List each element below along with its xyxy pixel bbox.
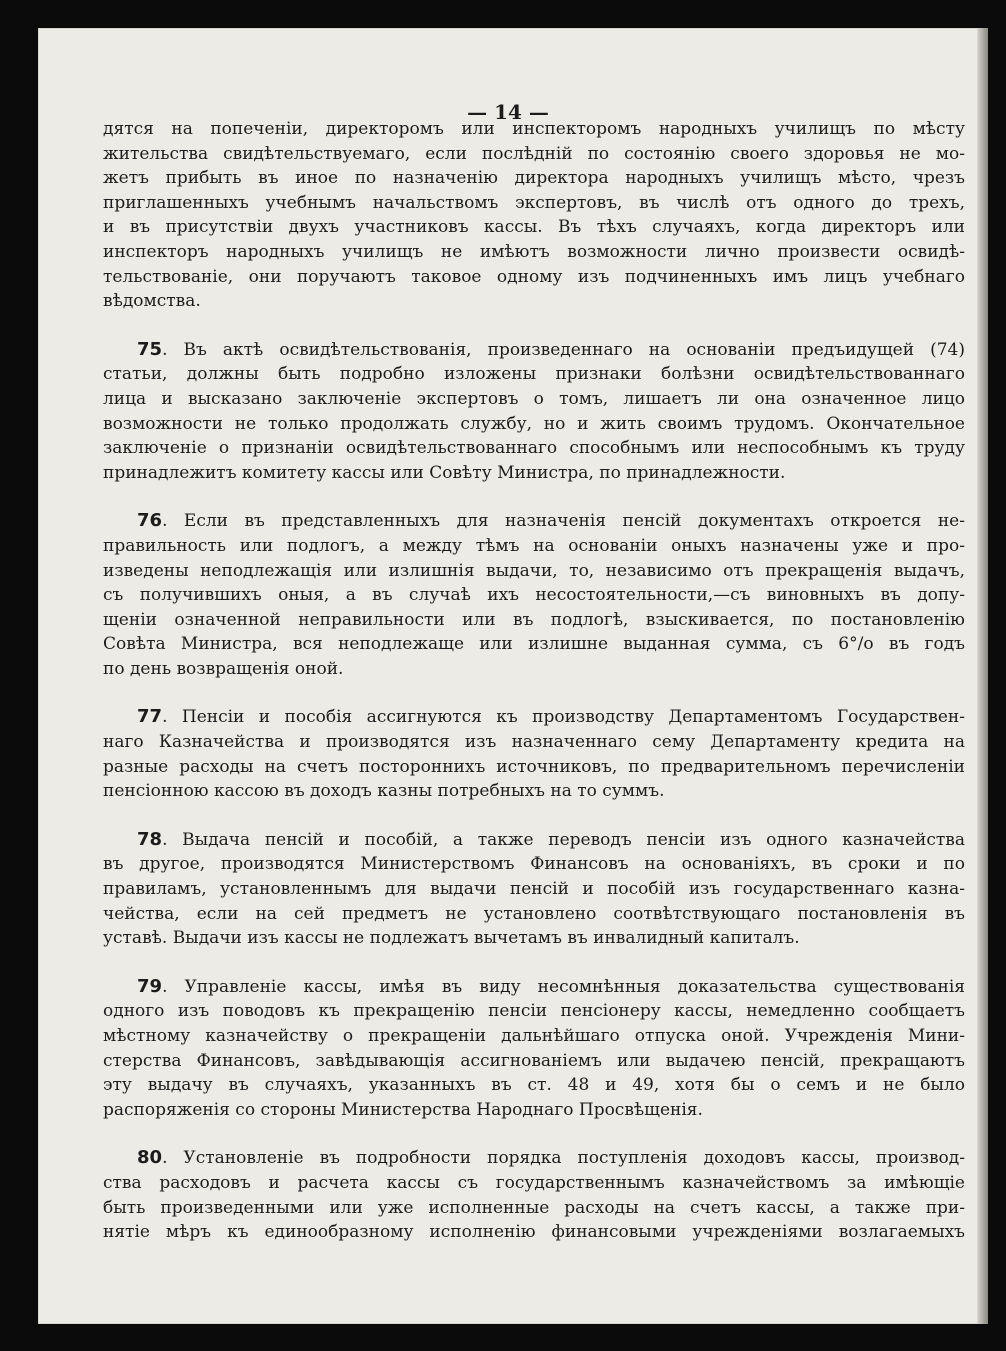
text-fragment: . Пенсіи и пособія ассигнуются къ производству Департаментомъ Государствен- xyxy=(162,707,965,728)
article-79 xyxy=(103,975,965,1123)
text-line: быть произведенными или уже исполненные расходы на счетъ кассы, а также при- xyxy=(103,1197,965,1218)
text-line: и въ присутствіи двухъ участниковъ кассы. Въ тѣхъ случаяхъ, когда директоръ или xyxy=(103,217,965,238)
text-line: мѣстному казначейству о прекращеніи дальнѣйшаго отпуска оной. Учрежденія Мини- xyxy=(103,1026,965,1046)
text-fragment: . Въ актѣ освидѣтельствованія, произведеннаго на основаніи предъидущей (74) xyxy=(162,339,965,360)
text-line: приглашенныхъ учебнымъ начальствомъ экспертовъ, въ числѣ отъ одного до трехъ, xyxy=(103,192,965,213)
article-75 xyxy=(103,338,965,486)
text-line: разные расходы на счетъ постороннихъ источниковъ, по предварительномъ перечисленіи xyxy=(103,756,965,777)
text-line xyxy=(103,828,965,853)
text-line: Совѣта Министра, вся неподлежаще или излишне выданная сумма, съ 6°/о въ годъ xyxy=(103,634,965,655)
text-line: чейства, если на сей предметъ не установлено соотвѣтствующаго постановленія въ xyxy=(103,903,965,924)
text-line: инспекторъ народныхъ училищъ не имѣютъ возможности лично произвести освидѣ- xyxy=(103,241,965,262)
text-line: вѣдомства. xyxy=(103,291,201,312)
text-fragment: . Если въ представленныхъ для назначенія пенсій документахъ откроется не- xyxy=(162,511,965,532)
text-line: дятся на попеченіи, директоромъ или инспекторомъ народныхъ училищъ по мѣсту xyxy=(103,119,965,139)
text-line: статьи, должны быть подробно изложены признаки болѣзни освидѣтельствованнаго xyxy=(103,364,965,385)
text-line xyxy=(103,705,965,730)
text-fragment: . Выдача пенсій и пособій, а также переводъ пенсіи изъ одного казначейства xyxy=(162,829,965,850)
text-line: эту выдачу въ случаяхъ, указанныхъ въ ст. 48 и 49, хотя бы о семъ и не было xyxy=(103,1075,965,1096)
article-number: 76 xyxy=(137,510,163,532)
text-line: жительства свидѣтельствуемаго, если послѣдній по состоянію своего здоровья не мо- xyxy=(103,143,965,164)
text-line: заключеніе о признаніи освидѣтельствованнаго способнымъ или неспособнымъ къ труду xyxy=(103,438,965,459)
article-number: 75 xyxy=(137,338,163,360)
document-page xyxy=(38,28,978,1324)
text-fragment: . Установленіе въ подробности порядка поступленія доходовъ кассы, производ- xyxy=(162,1148,965,1169)
text-line xyxy=(103,509,965,534)
paragraph-continuation xyxy=(103,117,965,314)
article-76 xyxy=(103,509,965,681)
text-line xyxy=(103,975,965,1000)
article-number: 78 xyxy=(137,828,163,850)
text-line: уставѣ. Выдачи изъ кассы не подлежатъ вычетамъ въ инвалидный капиталъ. xyxy=(103,928,800,949)
text-line: наго Казначейства и производятся изъ назначеннаго сему Департаменту кредита на xyxy=(103,732,965,753)
article-number: 79 xyxy=(137,975,163,997)
text-line: принадлежитъ комитету кассы или Совѣту Министра, по принадлежности. xyxy=(103,462,786,483)
text-line: нятіе мѣръ къ единообразному исполненію финансовыми учрежденіями возлагаемыхъ xyxy=(103,1222,965,1243)
text-line: по день возвращенія оной. xyxy=(103,658,344,679)
article-number: 77 xyxy=(137,706,163,728)
text-line xyxy=(103,1146,965,1171)
text-line: правильность или подлогъ, а между тѣмъ на основаніи оныхъ назначены уже и про- xyxy=(103,535,965,556)
text-line: въ другое, производятся Министерствомъ Финансовъ на основаніяхъ, въ сроки и по xyxy=(103,854,965,875)
page-number: — 14 — xyxy=(467,100,549,124)
article-77 xyxy=(103,705,965,803)
text-line: возможности не только продолжать службу, но и жить своимъ трудомъ. Окончательное xyxy=(103,413,965,434)
text-fragment: . Управленіе кассы, имѣя въ виду несомнѣнныя доказательства существованія xyxy=(162,976,965,997)
article-number: 80 xyxy=(137,1147,163,1169)
text-line: съ получившихъ оныя, а въ случаѣ ихъ несостоятельности,—съ виновныхъ въ допу- xyxy=(103,585,965,606)
text-line: лица и высказано заключеніе экспертовъ о томъ, лишаетъ ли она означенное лицо xyxy=(103,388,965,409)
article-80 xyxy=(103,1146,965,1244)
text-line: изведены неподлежащія или излишнія выдачи, то, независимо отъ прекращенія выдачъ, xyxy=(103,560,965,581)
text-line: распоряженія со стороны Министерства Народнаго Просвѣщенія. xyxy=(103,1099,703,1120)
text-line: стерства Финансовъ, завѣдывающія ассигнованіемъ или выдачею пенсій, прекращаютъ xyxy=(103,1050,965,1071)
page-body xyxy=(103,117,965,1269)
text-line: правиламъ, установленнымъ для выдачи пенсій и пособій изъ государственнаго казна- xyxy=(103,879,965,900)
text-line: одного изъ поводовъ къ прекращенію пенсіи пенсіонеру кассы, немедленно сообщаетъ xyxy=(103,1001,965,1022)
page-edge xyxy=(978,28,988,1324)
text-line: ства расходовъ и расчета кассы съ государственнымъ казначействомъ за имѣющіе xyxy=(103,1172,965,1193)
text-line: щеніи означенной неправильности или въ подлогѣ, взыскивается, по постановленію xyxy=(103,609,965,630)
text-line: пенсіонною кассою въ доходъ казны потребныхъ на то суммъ. xyxy=(103,781,665,802)
text-line xyxy=(103,338,965,363)
article-78 xyxy=(103,828,965,951)
text-line: жетъ прибыть въ иное по назначенію директора народныхъ училищъ мѣсто, чрезъ xyxy=(103,168,965,189)
text-line: тельствованіе, они поручаютъ таковое одному изъ подчиненныхъ имъ лицъ учебнаго xyxy=(103,266,965,287)
